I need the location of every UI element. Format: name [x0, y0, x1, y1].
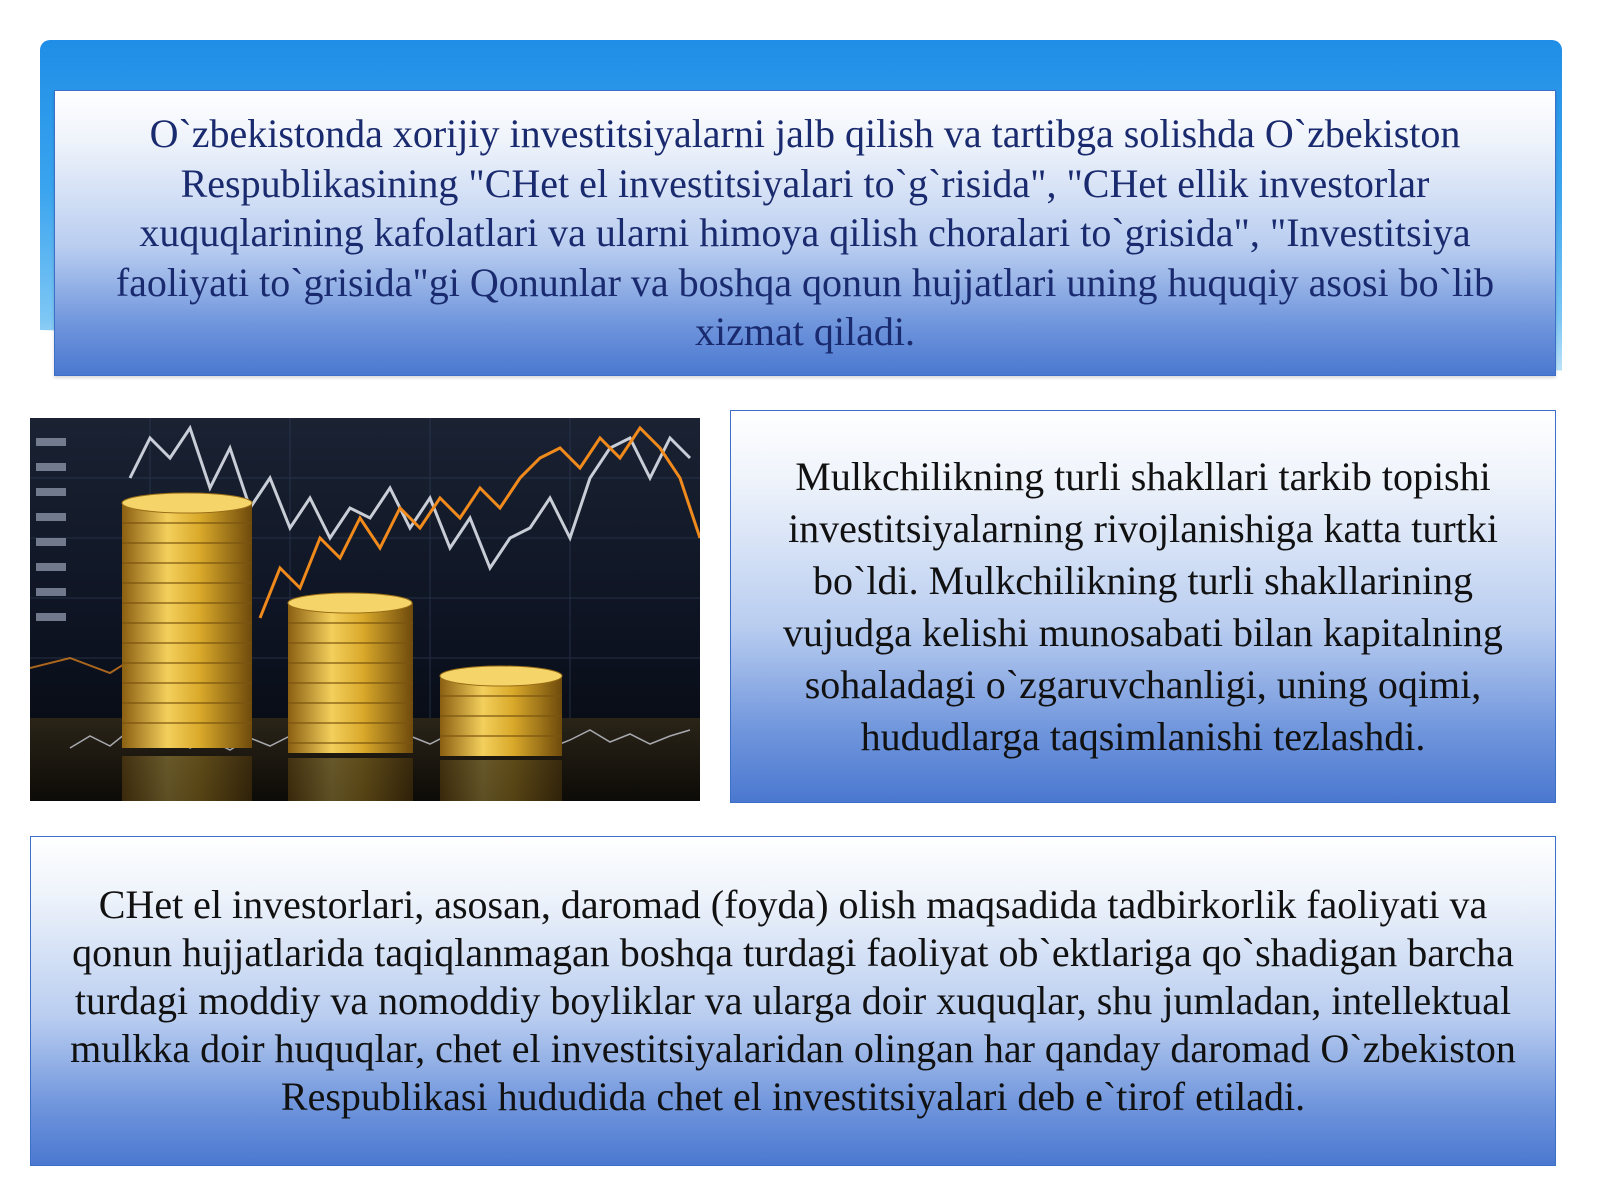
ownership-forms-text: Mulkchilikning turli shakllari tarkib topishi investitsiyalarning rivojlanishiga katta turtki bo`ldi. Mulkchilikning turli shakllarining vujudga kelishi munosabati bilan kapitalning sohaladagi o`zgaruvchanligi, uning oqimi, hududlarga taqsimlanishi tezlashdi. [783, 453, 1503, 759]
legal-basis-text-box [54, 90, 1556, 376]
foreign-investment-definition-box [30, 836, 1556, 1166]
ownership-forms-text-box [730, 410, 1556, 803]
legal-basis-text: O`zbekistonda xorijiy investitsiyalarni jalb qilish va tartibga solishda O`zbekiston Respublikasining "CHet el investitsiyalari to`g`risida", "CHet ellik investorlar xuquqlarining kafolatlari va ularni himoya qilish choralari to`grisida", "Investitsiya faoliyati to`grisida"gi Qonunlar va boshqa qonun hujjatlari uning huquqiy asosi bo`lib xizmat qiladi. [115, 111, 1495, 355]
coin-stacks-chart-photo [30, 418, 700, 801]
foreign-investment-definition-text: CHet el investorlari, asosan, daromad (foyda) olish maqsadida tadbirkorlik faoliyati va qonun hujjatlarida taqiqlanmagan boshqa turdagi faoliyat ob`ektlariga qo`shadigan barcha turdagi moddiy va nomoddiy boyliklar va ularga doir xuquqlar, shu jumladan, intellektual mulkka doir huquqlar, chet el investitsiyalaridan olingan har qanday daromad O`zbekiston Respublikasi hududida chet el investitsiyalari deb e`tirof etiladi. [70, 882, 1516, 1119]
coins-illustration [30, 418, 700, 801]
